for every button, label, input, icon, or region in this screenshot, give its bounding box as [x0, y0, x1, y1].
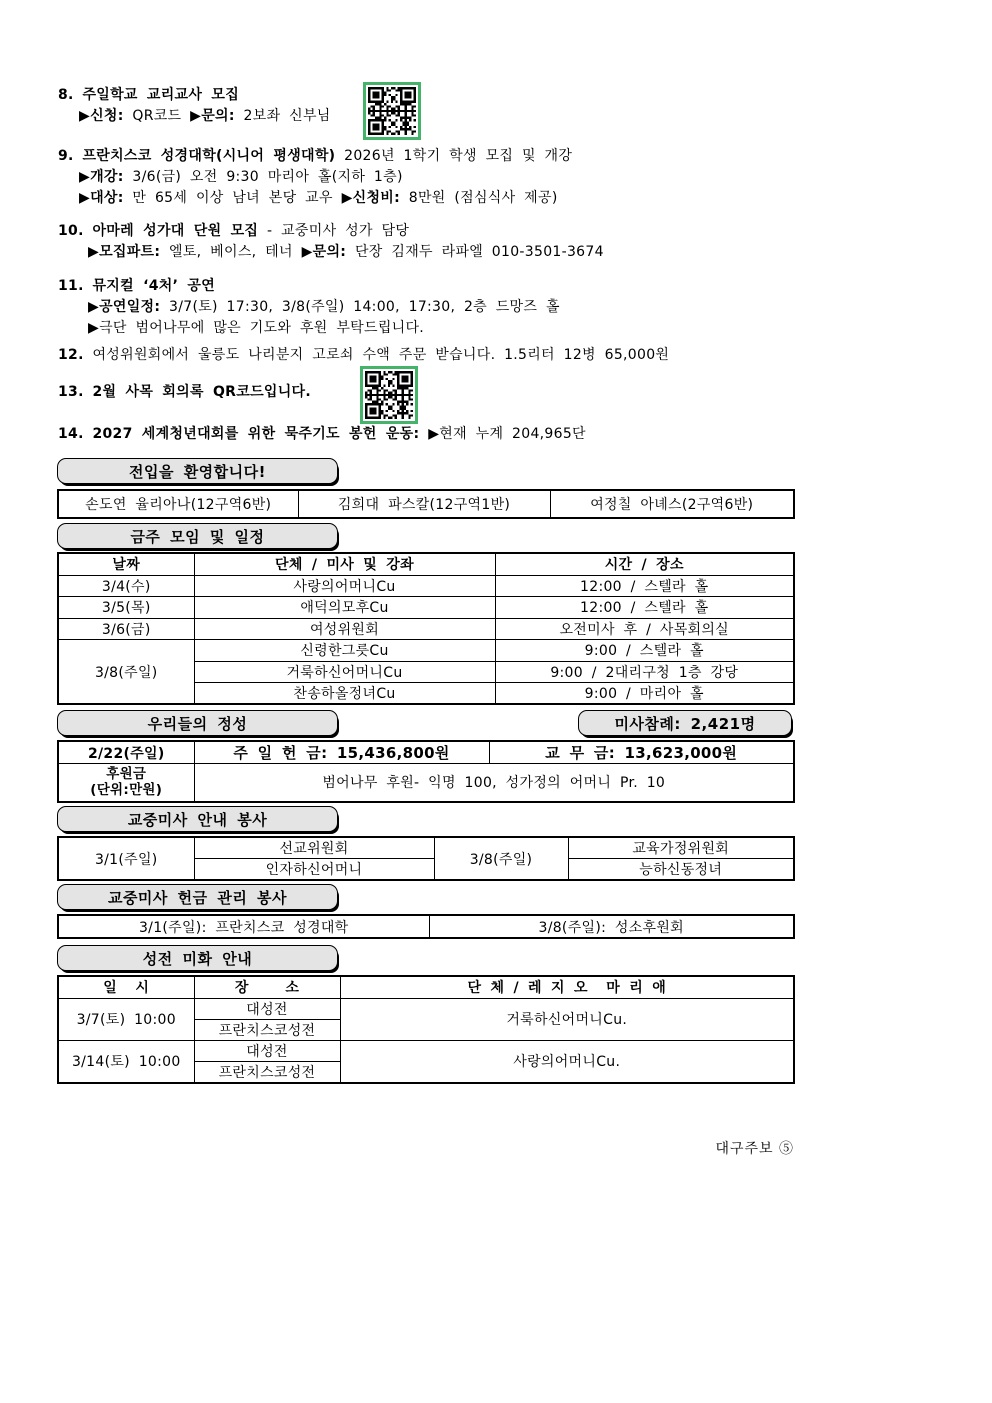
donation-label-line1: 후원금 [106, 766, 147, 783]
text-segment: 3/6(금) 오전 9:30 마리아 홀(지하 1층) [132, 169, 403, 185]
cell-time: 9:00 / 마리아 홀 [495, 683, 794, 705]
cell-place: 프란치스코성전 [194, 1061, 340, 1083]
cell-datetime: 3/14(토) 10:00 [58, 1040, 194, 1083]
announcement-11-line2 [58, 318, 803, 339]
item-number: 14. [58, 426, 84, 442]
qr-code-minutes [360, 366, 418, 424]
badge-label: 교중미사 안내 봉사 [127, 810, 268, 829]
text-segment: 3/7(토) 17:30, 3/8(주일) 14:00, 17:30, 2층 드망즈 홀 [169, 299, 560, 315]
announcement-10-line1 [58, 242, 803, 263]
col-header-date: 날짜 [58, 553, 194, 575]
text-segment: 2보좌 신부님 [243, 108, 331, 124]
text-segment: 단장 김재두 라파엘 010-3501-3674 [354, 244, 604, 260]
welcome-table [57, 489, 795, 519]
announcement-8-line1 [58, 106, 803, 127]
text-segment: ▶문의: [301, 244, 347, 260]
cell-date: 2/22(주일) [58, 741, 194, 764]
item-title: 뮤지컬 ‘4처’ 공연 [92, 278, 216, 294]
table-row [58, 575, 794, 597]
announcement-10 [58, 221, 803, 263]
badge-label: 교중미사 헌금 관리 봉사 [107, 888, 288, 907]
cell-group: 거룩하신어머니Cu. [340, 998, 794, 1040]
cell-date: 3/1(주일) [58, 837, 194, 880]
col-header-place: 장 소 [194, 976, 340, 998]
sunday-offering-amount: 주 일 헌 금: 15,436,800원 [194, 741, 489, 764]
item-title: 주일학교 교리교사 모집 [82, 87, 240, 103]
cell-date: 3/4(수) [58, 575, 194, 597]
badge-label: 전입을 환영합니다! [129, 462, 266, 481]
cell-time: 오전미사 후 / 사목회의실 [495, 618, 794, 640]
donation-detail: 범어나무 후원- 익명 100, 성가정의 어머니 Pr. 10 [194, 764, 794, 802]
member-name: 손도연 율리아나(12구역6반) [58, 490, 298, 518]
col-header-time: 시간 / 장소 [495, 553, 794, 575]
item-title: 2월 사목 회의록 QR코드입니다. [92, 384, 311, 400]
cell-place: 대성전 [194, 1040, 340, 1061]
text-segment: - 교중미사 성가 담당 [267, 223, 410, 239]
cell-group: 여성위원회 [194, 618, 495, 640]
announcement-11-title [58, 276, 803, 297]
text-segment: 엘토, 베이스, 테너 [169, 244, 293, 260]
cell-group: 교육가정위원회 [568, 837, 794, 859]
cell-group: 신령한그릇Cu [194, 640, 495, 662]
text-segment: 만 65세 이상 남녀 본당 교우 [132, 190, 333, 206]
cell-group: 사랑의어머니Cu. [340, 1040, 794, 1083]
text-segment: QR코드 [132, 108, 182, 124]
announcement-8-title [58, 85, 803, 106]
cell-group: 인자하신어머니 [194, 859, 434, 881]
announcement-14-title [58, 424, 803, 445]
donation-label-line2: (단위:만원) [90, 782, 163, 799]
announcement-12 [58, 345, 803, 366]
table-row [58, 915, 794, 938]
text-segment: ▶현재 누계 204,965단 [428, 426, 586, 442]
announcement-11 [58, 276, 803, 339]
announcement-11-line1 [58, 297, 803, 318]
table-row [58, 741, 794, 764]
item-number: 8. [58, 87, 74, 103]
item-title: 아마레 성가대 단원 모집 [92, 223, 259, 239]
cell-place: 대성전 [194, 998, 340, 1019]
table-row [58, 490, 794, 518]
mass-attendance-badge [578, 710, 792, 736]
schedule-table [57, 552, 795, 705]
table-header-row [58, 553, 794, 575]
section-badge-welcome [57, 458, 338, 484]
cell-date: 3/8(주일) [58, 640, 194, 705]
badge-label: 성전 미화 안내 [142, 949, 253, 968]
mass-money-table [57, 914, 795, 939]
table-row [58, 764, 794, 802]
text-segment: 여성위원회에서 울릉도 나리분지 고로쇠 수액 주문 받습니다. 1.5리터 12병 65,000원 [92, 347, 670, 363]
section-badge-beautify [57, 945, 338, 971]
cell-date: 3/8(주일) [434, 837, 568, 880]
item-number: 10. [58, 223, 84, 239]
text-segment: ▶문의: [190, 108, 235, 124]
cell-date: 3/5(목) [58, 597, 194, 619]
table-row [58, 618, 794, 640]
table-row [58, 998, 794, 1019]
table-row [58, 597, 794, 619]
section-badge-mass-guide [57, 806, 338, 832]
col-header-datetime: 일 시 [58, 976, 194, 998]
cell-place: 프란치스코성전 [194, 1019, 340, 1040]
announcement-9-line1 [58, 167, 803, 188]
cell-group: 찬송하올정녀Cu [194, 683, 495, 705]
cell-group: 선교위원회 [194, 837, 434, 859]
badge-label: 금주 모임 및 일정 [130, 527, 265, 546]
donation-label [58, 764, 194, 802]
cell-time: 12:00 / 스텔라 홀 [495, 575, 794, 597]
cell-datetime: 3/7(토) 10:00 [58, 998, 194, 1040]
announcement-13 [58, 382, 803, 403]
announcement-9-line2 [58, 188, 803, 209]
announcement-9-title [58, 146, 803, 167]
col-header-group: 단 체 / 레 지 오 마 리 애 [340, 976, 794, 998]
cell-date: 3/6(금) [58, 618, 194, 640]
badge-label: 미사참례: 2,421명 [614, 714, 756, 733]
col-header-group: 단체 / 미사 및 강좌 [194, 553, 495, 575]
announcement-12-text [58, 345, 803, 366]
member-name: 김희대 파스칼(12구역1반) [298, 490, 550, 518]
table-row [58, 837, 794, 859]
announcement-13-title [58, 382, 803, 403]
beautify-table [57, 975, 795, 1084]
member-name: 여정칠 아녜스(2구역6반) [550, 490, 794, 518]
text-segment: ▶극단 범어나무에 많은 기도와 후원 부탁드립니다. [88, 320, 425, 336]
item-title: 2027 세계청년대회를 위한 묵주기도 봉헌 운동: [92, 426, 420, 442]
cell-time: 12:00 / 스텔라 홀 [495, 597, 794, 619]
item-title: 프란치스코 성경대학(시니어 평생대학) [82, 148, 336, 164]
text-segment: ▶신청: [79, 108, 124, 124]
announcement-14 [58, 424, 803, 445]
text-segment: ▶모집파트: [88, 244, 161, 260]
offering-table [57, 740, 795, 803]
section-badge-mass-money [57, 884, 338, 910]
announcement-8 [58, 85, 803, 127]
text-segment: ▶대상: [79, 190, 124, 206]
announcement-10-title [58, 221, 803, 242]
cell-assignment: 3/1(주일): 프란치스코 성경대학 [58, 915, 429, 938]
cell-assignment: 3/8(주일): 성소후원회 [429, 915, 794, 938]
footer-text: 대구주보 ⑤ [715, 1141, 794, 1157]
page-footer [58, 1138, 794, 1158]
table-header-row [58, 976, 794, 998]
item-number: 11. [58, 278, 84, 294]
qr-code-signup [363, 82, 421, 140]
table-row [58, 640, 794, 662]
cell-group: 사랑의어머니Cu [194, 575, 495, 597]
cell-group: 능하신동정녀 [568, 859, 794, 881]
mass-guide-table [57, 836, 795, 881]
item-number: 12. [58, 347, 84, 363]
cell-time: 9:00 / 2대리구청 1층 강당 [495, 661, 794, 683]
text-segment: ▶신청비: [341, 190, 400, 206]
cell-group: 애덕의모후Cu [194, 597, 495, 619]
announcement-9 [58, 146, 803, 209]
text-segment: 8만원 (점심식사 제공) [408, 190, 558, 206]
section-badge-schedule [57, 523, 338, 549]
item-number: 9. [58, 148, 74, 164]
text-segment: 2026년 1학기 학생 모집 및 개강 [344, 148, 573, 164]
cell-time: 9:00 / 스텔라 홀 [495, 640, 794, 662]
table-row [58, 1040, 794, 1061]
text-segment: ▶개강: [79, 169, 124, 185]
section-badge-offering [57, 710, 338, 736]
badge-label: 우리들의 정성 [147, 714, 248, 733]
cell-group: 거룩하신어머니Cu [194, 661, 495, 683]
text-segment: ▶공연일정: [88, 299, 161, 315]
church-dues-amount: 교 무 금: 13,623,000원 [489, 741, 794, 764]
item-number: 13. [58, 384, 84, 400]
